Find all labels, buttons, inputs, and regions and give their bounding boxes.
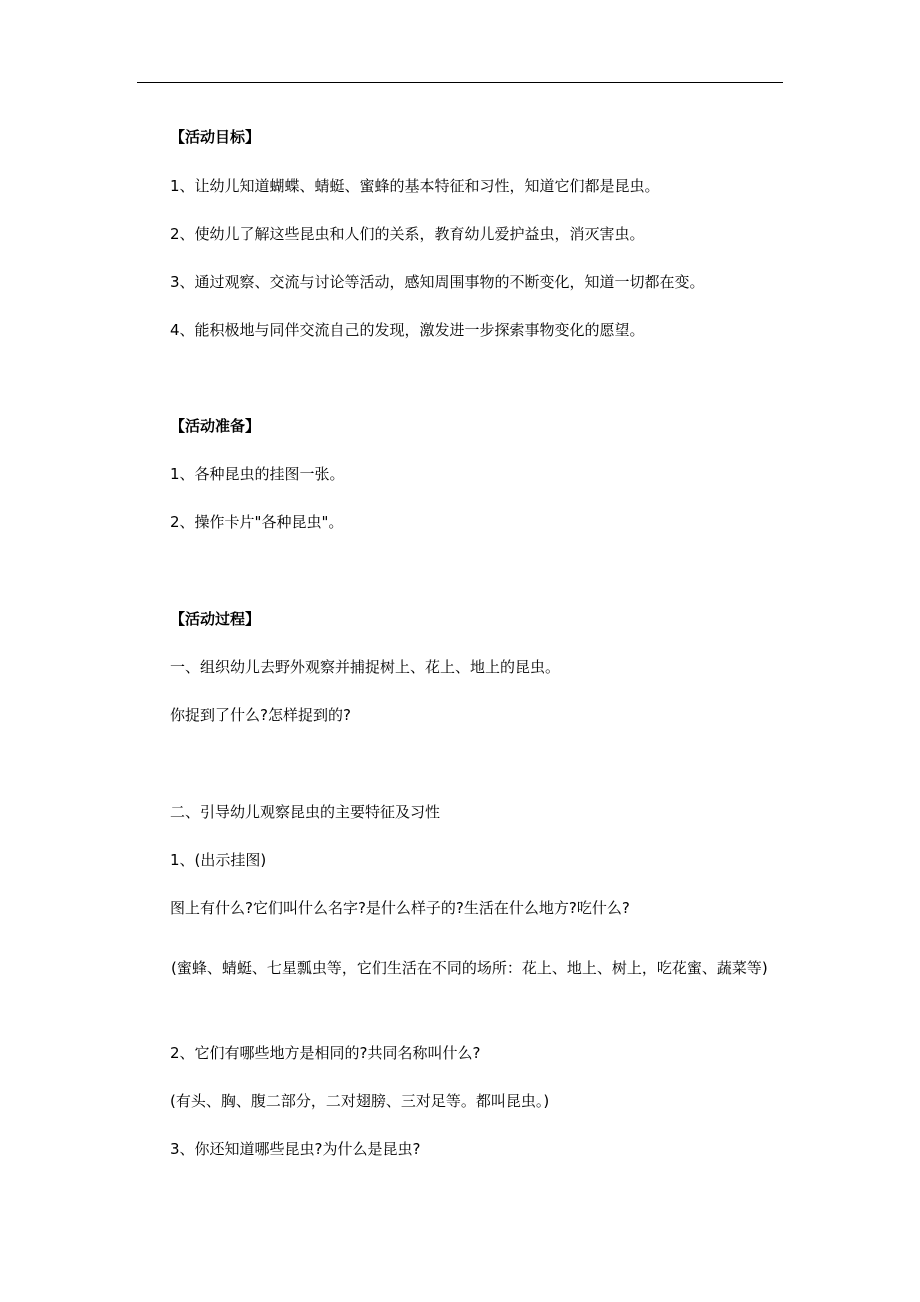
goal-item-4: 4、能积极地与同伴交流自己的发现，激发进一步探索事物变化的愿望。 [170, 321, 645, 339]
goal-item-3: 3、通过观察、交流与讨论等活动，感知周围事物的不断变化，知道一切都在变。 [170, 273, 705, 291]
process-step-2-sub-1-answer: (蜜蜂、蜻蜓、七星瓢虫等，它们生活在不同的场所：花上、地上、树上，吃花蜜、蔬菜等) [171, 959, 768, 977]
process-step-1: 一、组织幼儿去野外观察并捕捉树上、花上、地上的昆虫。 [170, 658, 561, 676]
process-step-1-question: 你捉到了什么?怎样捉到的? [170, 706, 351, 724]
process-step-2-sub-1: 1、(出示挂图) [170, 851, 267, 869]
process-step-2-sub-2: 2、它们有哪些地方是相同的?共同名称叫什么? [170, 1044, 481, 1062]
goal-item-1: 1、让幼儿知道蝴蝶、蜻蜓、蜜蜂的基本特征和习性，知道它们都是昆虫。 [170, 177, 660, 195]
process-heading: 【活动过程】 [170, 610, 261, 628]
goal-item-2: 2、使幼儿了解这些昆虫和人们的关系，教育幼儿爱护益虫，消灭害虫。 [170, 225, 645, 243]
process-step-2: 二、引导幼儿观察昆虫的主要特征及习性 [170, 803, 441, 821]
process-step-2-sub-2-answer: (有头、胸、腹二部分，二对翅膀、三对足等。都叫昆虫。) [170, 1092, 550, 1110]
process-step-2-sub-1-question: 图上有什么?它们叫什么名字?是什么样子的?生活在什么地方?吃什么? [170, 899, 630, 917]
header-rule [137, 82, 783, 83]
preparation-item-1: 1、各种昆虫的挂图一张。 [170, 465, 345, 483]
preparation-heading: 【活动准备】 [170, 417, 261, 435]
goals-heading: 【活动目标】 [170, 128, 261, 146]
preparation-item-2: 2、操作卡片"各种昆虫"。 [170, 513, 344, 531]
process-step-2-sub-3: 3、你还知道哪些昆虫?为什么是昆虫? [170, 1140, 421, 1158]
